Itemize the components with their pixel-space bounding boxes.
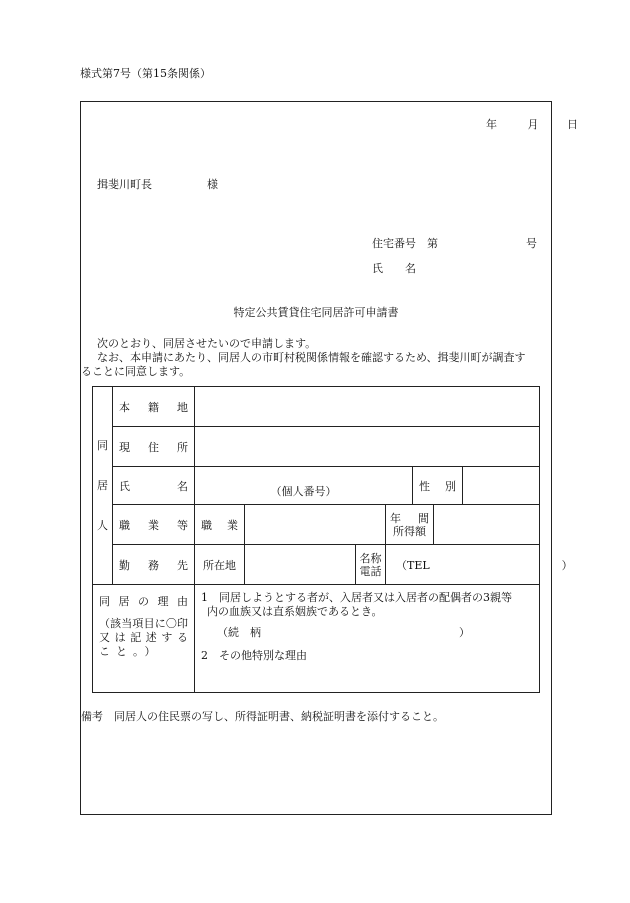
shimei-label: 氏名: [113, 467, 195, 505]
cohabitant-table: [92, 386, 573, 693]
date-line: [453, 118, 578, 132]
nenkan-label: 年 間: [390, 511, 429, 525]
honseki-value[interactable]: [195, 387, 540, 427]
shotoku-value[interactable]: [434, 505, 540, 545]
reason-label: 同居の理由: [99, 595, 188, 608]
house-number-field: 住宅番号 第 号: [372, 237, 537, 250]
intro-line-3: ることに同意します。: [81, 365, 191, 378]
genjusho-label: 現住所: [113, 427, 195, 467]
form-frame: [80, 101, 578, 815]
date-year: 年: [486, 118, 497, 131]
kinmusaki-label: 勤務先: [113, 545, 195, 585]
reason-content-cell[interactable]: [195, 585, 540, 693]
document-title: 特定公共賃貸住宅同居許可申請書: [233, 306, 399, 319]
date-day: 日: [567, 118, 578, 131]
shozaichi-value[interactable]: [245, 545, 356, 585]
reason-label-cell: [93, 585, 195, 693]
applicant-name-field: 氏 名: [372, 262, 416, 275]
seibetsu-value[interactable]: [463, 467, 540, 505]
honseki-label: 本籍地: [113, 387, 195, 427]
shokugyo-value[interactable]: [245, 505, 386, 545]
date-month: 月: [527, 118, 539, 131]
meisho-label: 名称: [359, 551, 382, 565]
meisho-denwa-label: [356, 545, 386, 585]
shokugyo-to-label: 職業等: [113, 505, 195, 545]
kojin-bango-cell[interactable]: （個人番号）: [195, 467, 413, 505]
form-number: 様式第7号（第15条関係）: [80, 67, 211, 80]
shozaichi-label: 所在地: [195, 545, 245, 585]
seibetsu-label: 性別: [413, 467, 463, 505]
reason-1-line-b: 内の血族又は直系姻族であるとき。: [207, 605, 383, 618]
shokugyo-label: 職業: [195, 505, 245, 545]
zokugara-field[interactable]: （続 柄 ）: [217, 626, 470, 639]
nenkan-shotoku-label: [386, 505, 434, 545]
intro-line-2: なお、本申請にあたり、同居人の市町村税関係情報を確認するため、揖斐川町が調査す: [97, 351, 526, 364]
reason-note-3: こと。）: [99, 645, 162, 658]
note: 備考 同居人の住民票の写し、所得証明書、納税証明書を添付すること。: [81, 710, 444, 723]
recipient: 揖斐川町長 様: [97, 178, 218, 191]
denwa-label: 電話: [359, 564, 382, 578]
reason-1-line-a: 1 同居しようとする者が、入居者又は入居者の配偶者の3親等: [201, 591, 512, 604]
reason-note-1: （該当項目に〇印: [99, 617, 188, 630]
shotoku-label: 所得額: [393, 524, 426, 538]
cohabitant-side-label: 同 居 人: [93, 387, 113, 585]
tel-field[interactable]: （TEL ）: [386, 545, 540, 585]
genjusho-value[interactable]: [195, 427, 540, 467]
reason-2: 2 その他特別な理由: [201, 649, 307, 662]
reason-note-2: 又は記述する: [99, 631, 188, 644]
intro-line-1: 次のとおり、同居させたいので申請します。: [97, 337, 317, 350]
